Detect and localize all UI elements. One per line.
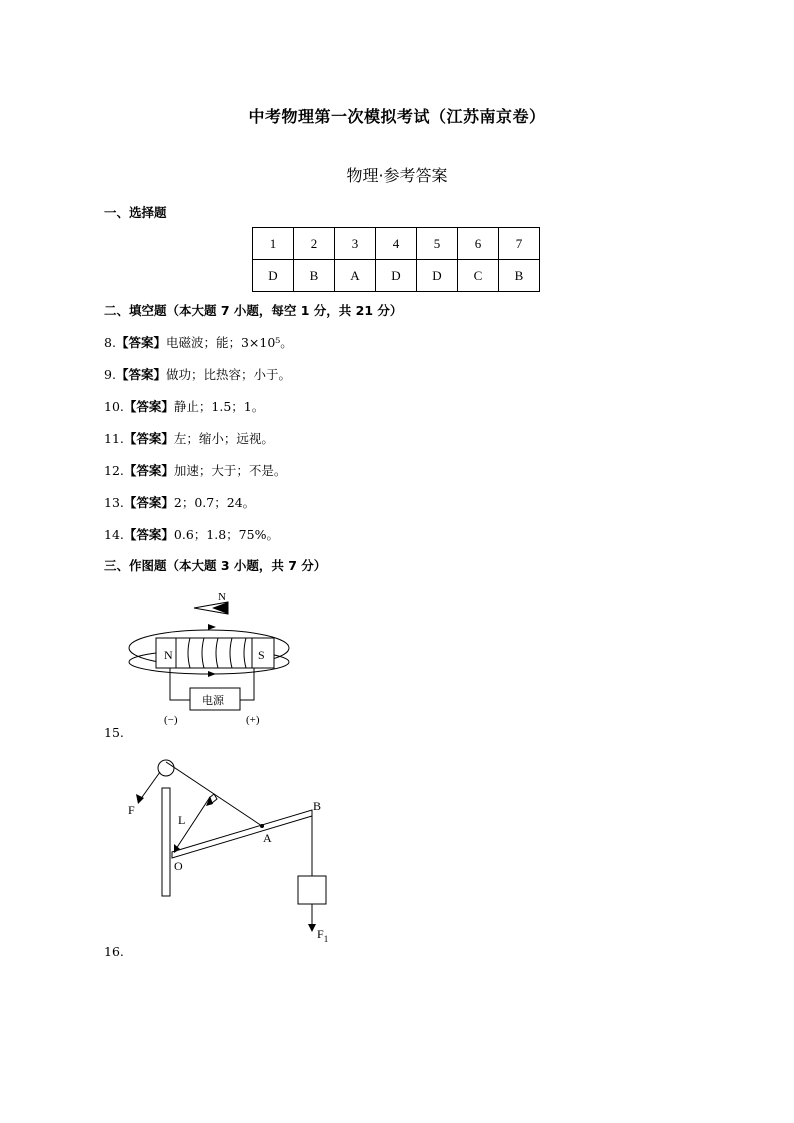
table-cell: C (458, 260, 499, 292)
answer-text: 2；0.7；24。 (173, 495, 256, 510)
answer-tag: 【答案】 (123, 399, 174, 414)
hanging-weight (298, 876, 326, 904)
page-subtitle: 物理·参考答案 (346, 166, 448, 185)
answer-tag: 【答案】 (123, 463, 174, 478)
answer-item-9 (104, 365, 291, 383)
answer-text: 电磁波；能；3×10⁵。 (165, 335, 293, 350)
table-cell: 6 (458, 228, 499, 260)
table-cell: 1 (253, 228, 294, 260)
table-cell: D (253, 260, 294, 292)
answer-num: 13. (104, 495, 124, 510)
label-b: B (313, 799, 322, 813)
answer-text: 做功；比热容；小于。 (165, 367, 291, 382)
section-heading-choice: 一、选择题 (104, 205, 167, 220)
question-num-16: 16. (104, 944, 124, 959)
answer-num: 12. (104, 463, 124, 478)
table-cell: 4 (376, 228, 417, 260)
answer-num: 9. (104, 367, 116, 382)
force-f-line (140, 772, 160, 800)
label-f1 (317, 927, 328, 944)
answer-item-14 (104, 525, 279, 543)
field-arrow-top (208, 624, 216, 630)
answer-tag: 【答案】 (115, 335, 166, 350)
terminal-plus: (+) (246, 714, 260, 726)
answer-text: 加速；大于；不是。 (173, 463, 287, 478)
table-cell: B (294, 260, 335, 292)
question-num-15: 15. (104, 725, 124, 740)
support-pole (162, 788, 170, 896)
table-cell: 7 (499, 228, 540, 260)
table-cell: A (335, 260, 376, 292)
answer-num: 10. (104, 399, 124, 414)
label-f1-sub: 1 (323, 934, 329, 944)
point-a (260, 824, 264, 828)
answer-item-10 (104, 397, 264, 415)
answer-text: 0.6；1.8；75%。 (173, 527, 279, 542)
answer-tag: 【答案】 (123, 431, 174, 446)
table-cell: B (499, 260, 540, 292)
table-row-answers (253, 260, 540, 292)
needle-n-label: N (218, 591, 226, 603)
answer-text: 静止；1.5；1。 (173, 399, 265, 414)
answer-text: 左；缩小；远视。 (173, 431, 274, 446)
core-n-label: N (164, 648, 173, 662)
answer-table (252, 227, 540, 292)
label-o: O (174, 859, 183, 873)
answer-num: 14. (104, 527, 124, 542)
core-s-label: S (258, 648, 265, 662)
table-row-numbers (253, 228, 540, 260)
answer-num: 8. (104, 335, 116, 350)
answer-num: 11. (104, 431, 124, 446)
section-heading-drawing: 三、作图题（本大题 3 小题，共 7 分） (104, 558, 327, 573)
power-supply-label: 电源 (202, 695, 224, 707)
section-heading-fill: 二、填空题（本大题 7 小题，每空 1 分，共 21 分） (104, 303, 403, 318)
page-title: 中考物理第一次模拟考试（江苏南京卷） (248, 107, 546, 126)
label-a: A (263, 831, 272, 845)
label-l: L (178, 813, 186, 827)
lever-diagram (120, 752, 350, 952)
answer-item-11 (104, 429, 274, 447)
terminal-minus: (−) (164, 714, 178, 726)
lever-bar (172, 810, 312, 858)
force-f1-arrowhead (308, 924, 316, 932)
answer-item-8 (104, 333, 293, 351)
table-cell: 2 (294, 228, 335, 260)
label-f1-main: F (317, 927, 324, 941)
electromagnet-diagram (120, 588, 300, 728)
answer-tag: 【答案】 (115, 367, 166, 382)
label-f: F (128, 803, 135, 817)
table-cell: D (376, 260, 417, 292)
answer-tag: 【答案】 (123, 527, 174, 542)
iron-core (156, 638, 274, 668)
answer-tag: 【答案】 (123, 495, 174, 510)
field-arrow-bottom (208, 671, 216, 677)
answer-item-13 (104, 493, 255, 511)
table-cell: D (417, 260, 458, 292)
answer-item-12 (104, 461, 286, 479)
table-cell: 5 (417, 228, 458, 260)
table-cell: 3 (335, 228, 376, 260)
